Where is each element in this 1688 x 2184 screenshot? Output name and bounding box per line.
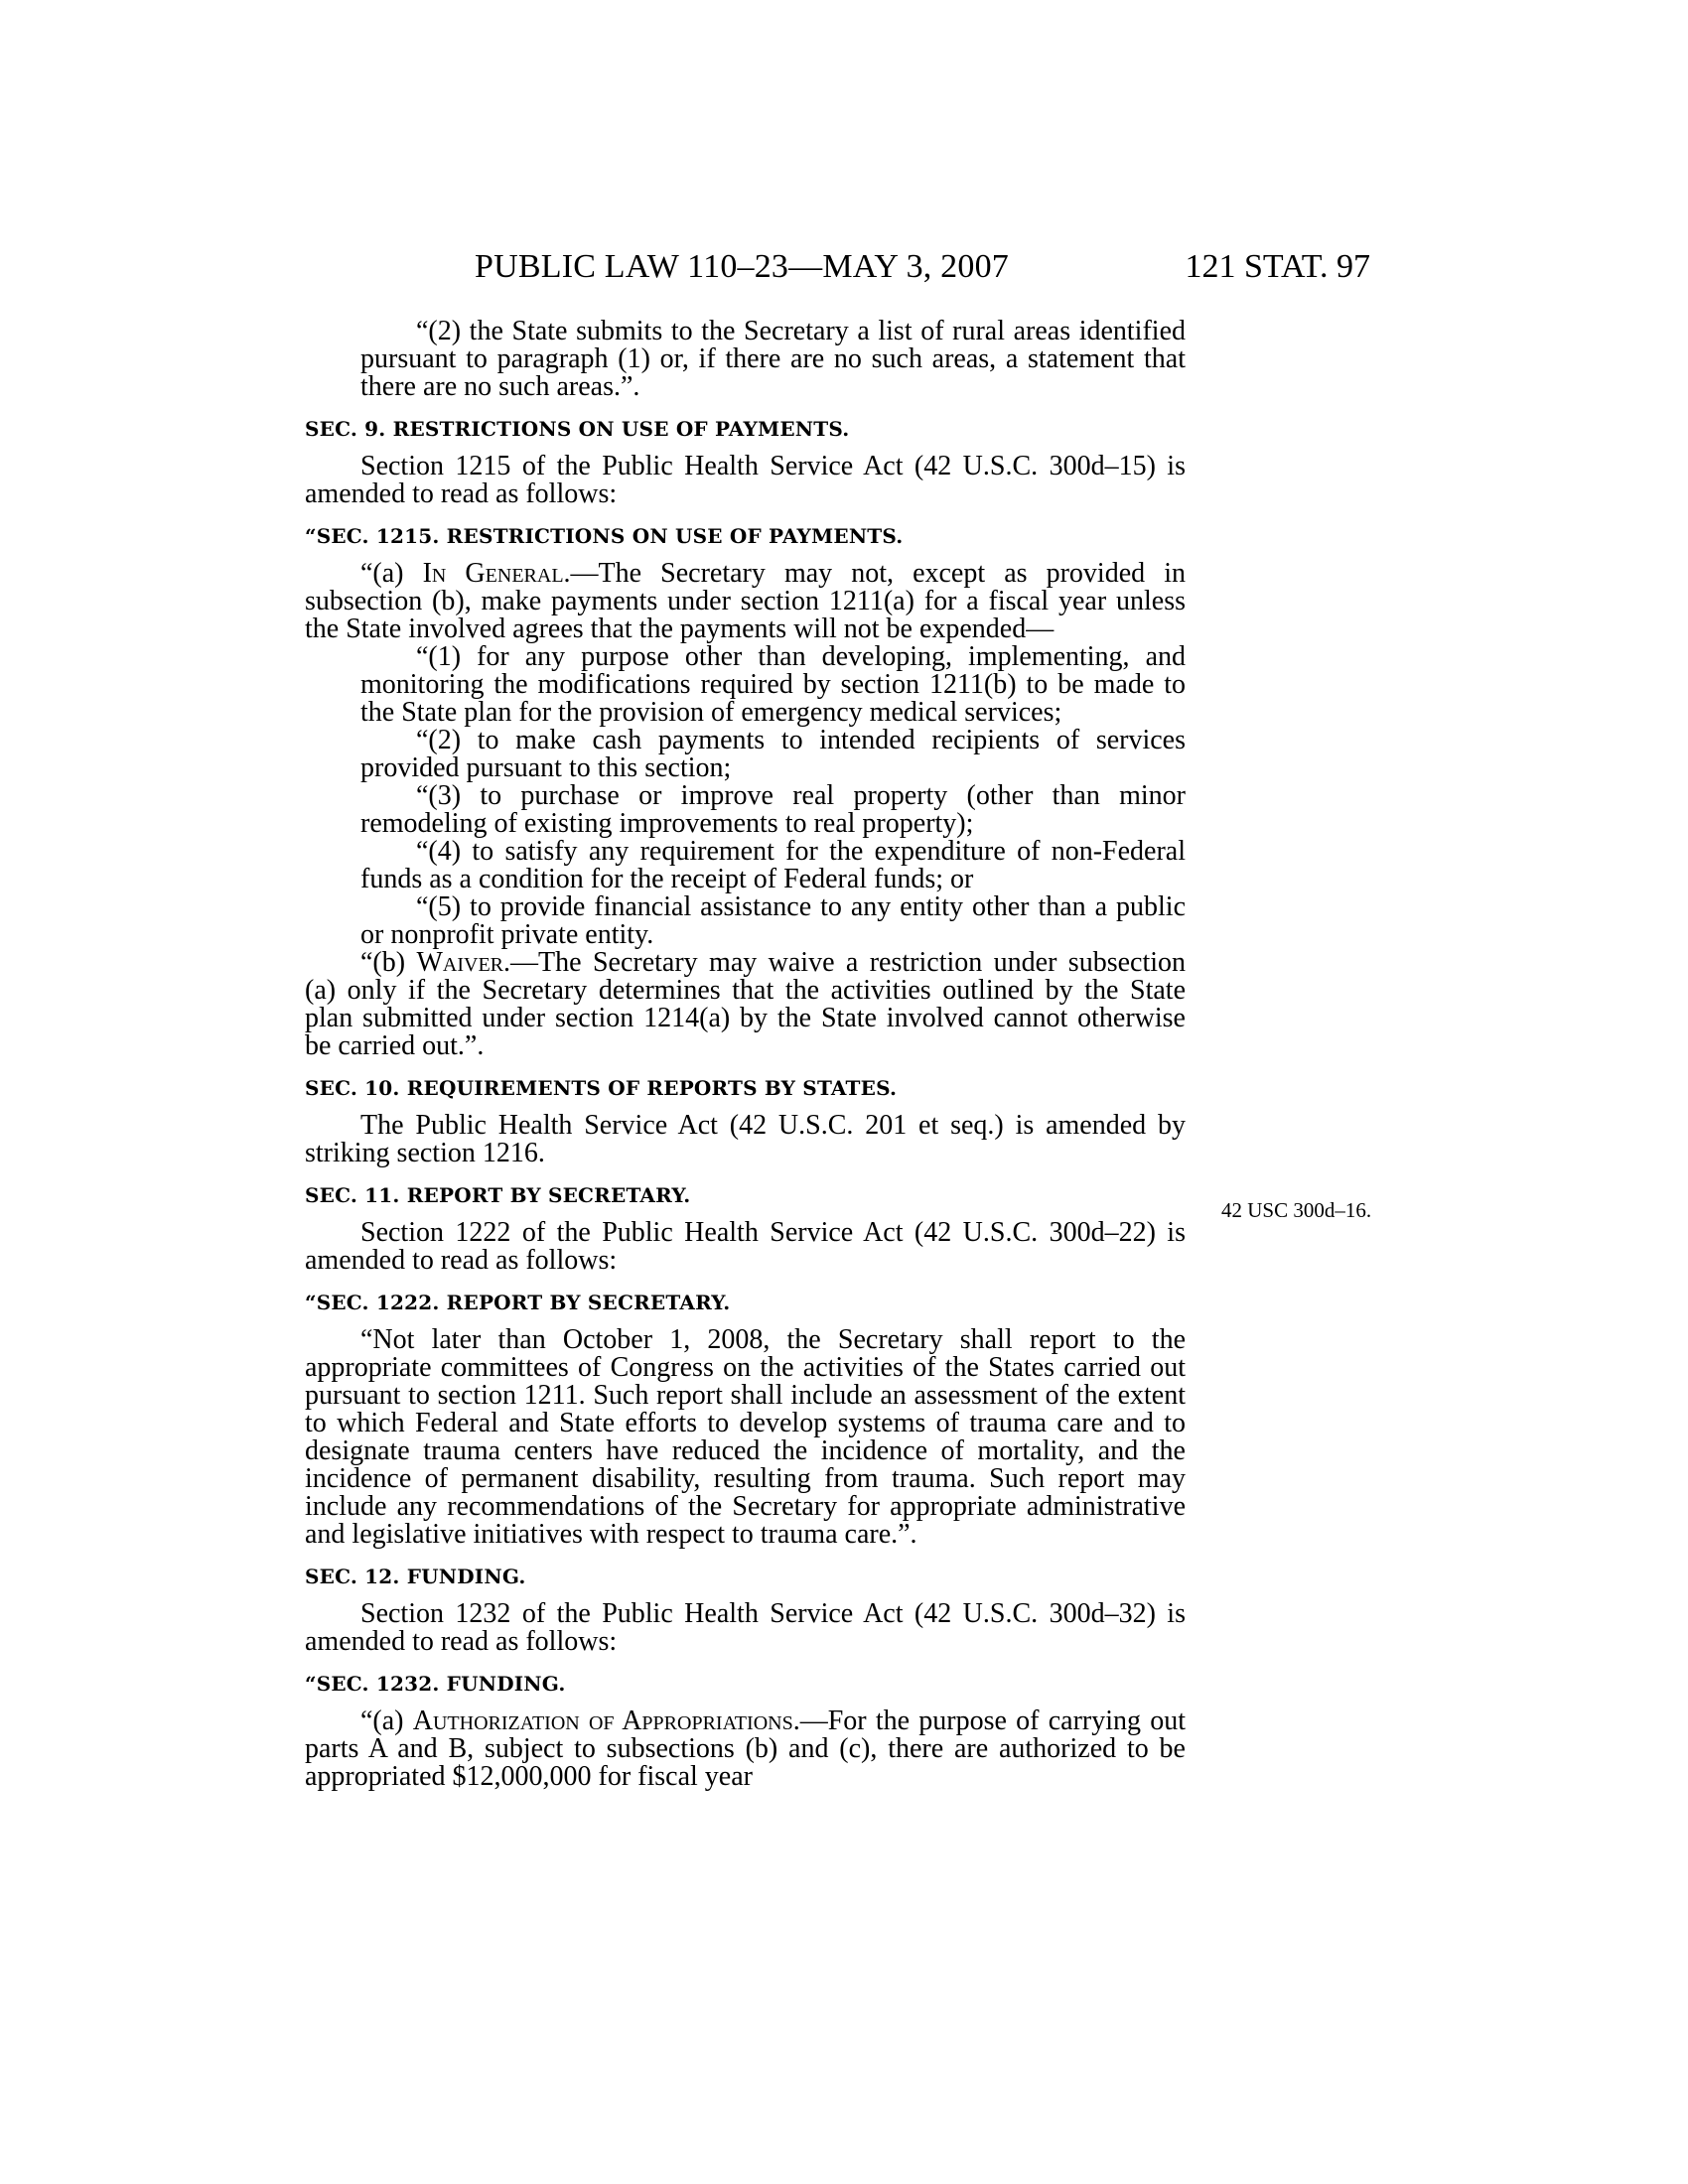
section-1215-heading: “SEC. 1215. RESTRICTIONS ON USE OF PAYMENTS. [305, 524, 904, 548]
subsection-a-in-general [305, 560, 1186, 643]
section-10-text: The Public Health Service Act (42 U.S.C. 201 et seq.) is amended by striking section 1216. [305, 1110, 1186, 1168]
section-1232-heading: “SEC. 1232. FUNDING. [305, 1672, 566, 1696]
item-5: “(5) to provide financial assistance to any entity other than a public or nonprofit private entity. [360, 891, 1186, 950]
subsection-b-label: Waiver [416, 947, 504, 978]
subsection-a-label: In General [422, 558, 564, 589]
section-12-heading: SEC. 12. FUNDING. [305, 1565, 526, 1588]
subsection-b-waiver [305, 949, 1186, 1060]
document-body [305, 318, 1186, 1791]
section-9-text: Section 1215 of the Public Health Service Act (42 U.S.C. 300d–15) is amended to read as follows: [305, 451, 1186, 509]
section-1222-heading: “SEC. 1222. REPORT BY SECRETARY. [305, 1291, 731, 1314]
paragraph-2-rural-areas: “(2) the State submits to the Secretary a list of rural areas identified pursuant to paragraph (1) or, if there are no such areas, a statement that there are no such areas.”. [360, 316, 1186, 402]
item-4: “(4) to satisfy any requirement for the expenditure of non-Federal funds as a condition for the receipt of Federal funds; or [360, 836, 1186, 894]
section-9-heading: SEC. 9. RESTRICTIONS ON USE OF PAYMENTS. [305, 417, 850, 441]
item-1: “(1) for any purpose other than developing, implementing, and monitoring the modifications required by section 1211(b) to be made to the State plan for the provision of emergency medical services; [360, 641, 1186, 728]
authorization-prefix: “(a) [360, 1706, 413, 1736]
item-2: “(2) to make cash payments to intended recipients of services provided pursuant to this section; [360, 725, 1186, 783]
running-header [0, 248, 1688, 308]
section-11-heading: SEC. 11. REPORT BY SECRETARY. [305, 1183, 691, 1207]
header-title: PUBLIC LAW 110–23—MAY 3, 2007 [475, 248, 1009, 285]
subsection-b-prefix: “(b) [360, 947, 417, 978]
section-12-text: Section 1232 of the Public Health Service Act (42 U.S.C. 300d–32) is amended to read as follows: [305, 1598, 1186, 1657]
authorization-text: .—For the purpose of carrying out parts A and B, subject to subsections (b) and (c), there are authorized to be appropriated $12,000,000 for fiscal year [305, 1706, 1187, 1792]
item-3: “(3) to purchase or improve real property (other than minor remodeling of existing improvements to real property); [360, 780, 1186, 839]
margin-note: 42 USC 300d–16. [1221, 1198, 1372, 1222]
section-11-text: Section 1222 of the Public Health Service Act (42 U.S.C. 300d–22) is amended to read as follows: [305, 1217, 1186, 1276]
section-10-heading: SEC. 10. REQUIREMENTS OF REPORTS BY STATES. [305, 1076, 898, 1100]
section-1222-text: “Not later than October 1, 2008, the Secretary shall report to the appropriate committees of Congress on the activities of the States carried out pursuant to section 1211. Such report shall include an assessment of the extent to which Federal and State efforts to develop systems of trauma care and to designate trauma centers have reduced the incidence of mortality, and the incidence of permanent disability, resulting from trauma. Such report may include any recommendations of the Secretary for appropriate administrative and legislative initiatives with respect to trauma care.”. [305, 1324, 1186, 1550]
subsection-a-prefix: “(a) [360, 558, 423, 589]
page-citation: 121 STAT. 97 [1185, 248, 1370, 285]
subsection-a-authorization [305, 1707, 1186, 1791]
subsection-b-text: .—The Secretary may waive a restriction under subsection (a) only if the Secretary determines that the activities outlined by the State plan submitted under section 1214(a) by the State involved cannot otherwise be carried out.”. [305, 947, 1186, 1061]
authorization-label: Authorization of Appropriations [412, 1706, 793, 1736]
subsection-a-text: .—The Secretary may not, except as provided in subsection (b), make payments under section 1211(a) for a fiscal year unless the State involved agrees that the payments will not be expended— [305, 558, 1186, 644]
